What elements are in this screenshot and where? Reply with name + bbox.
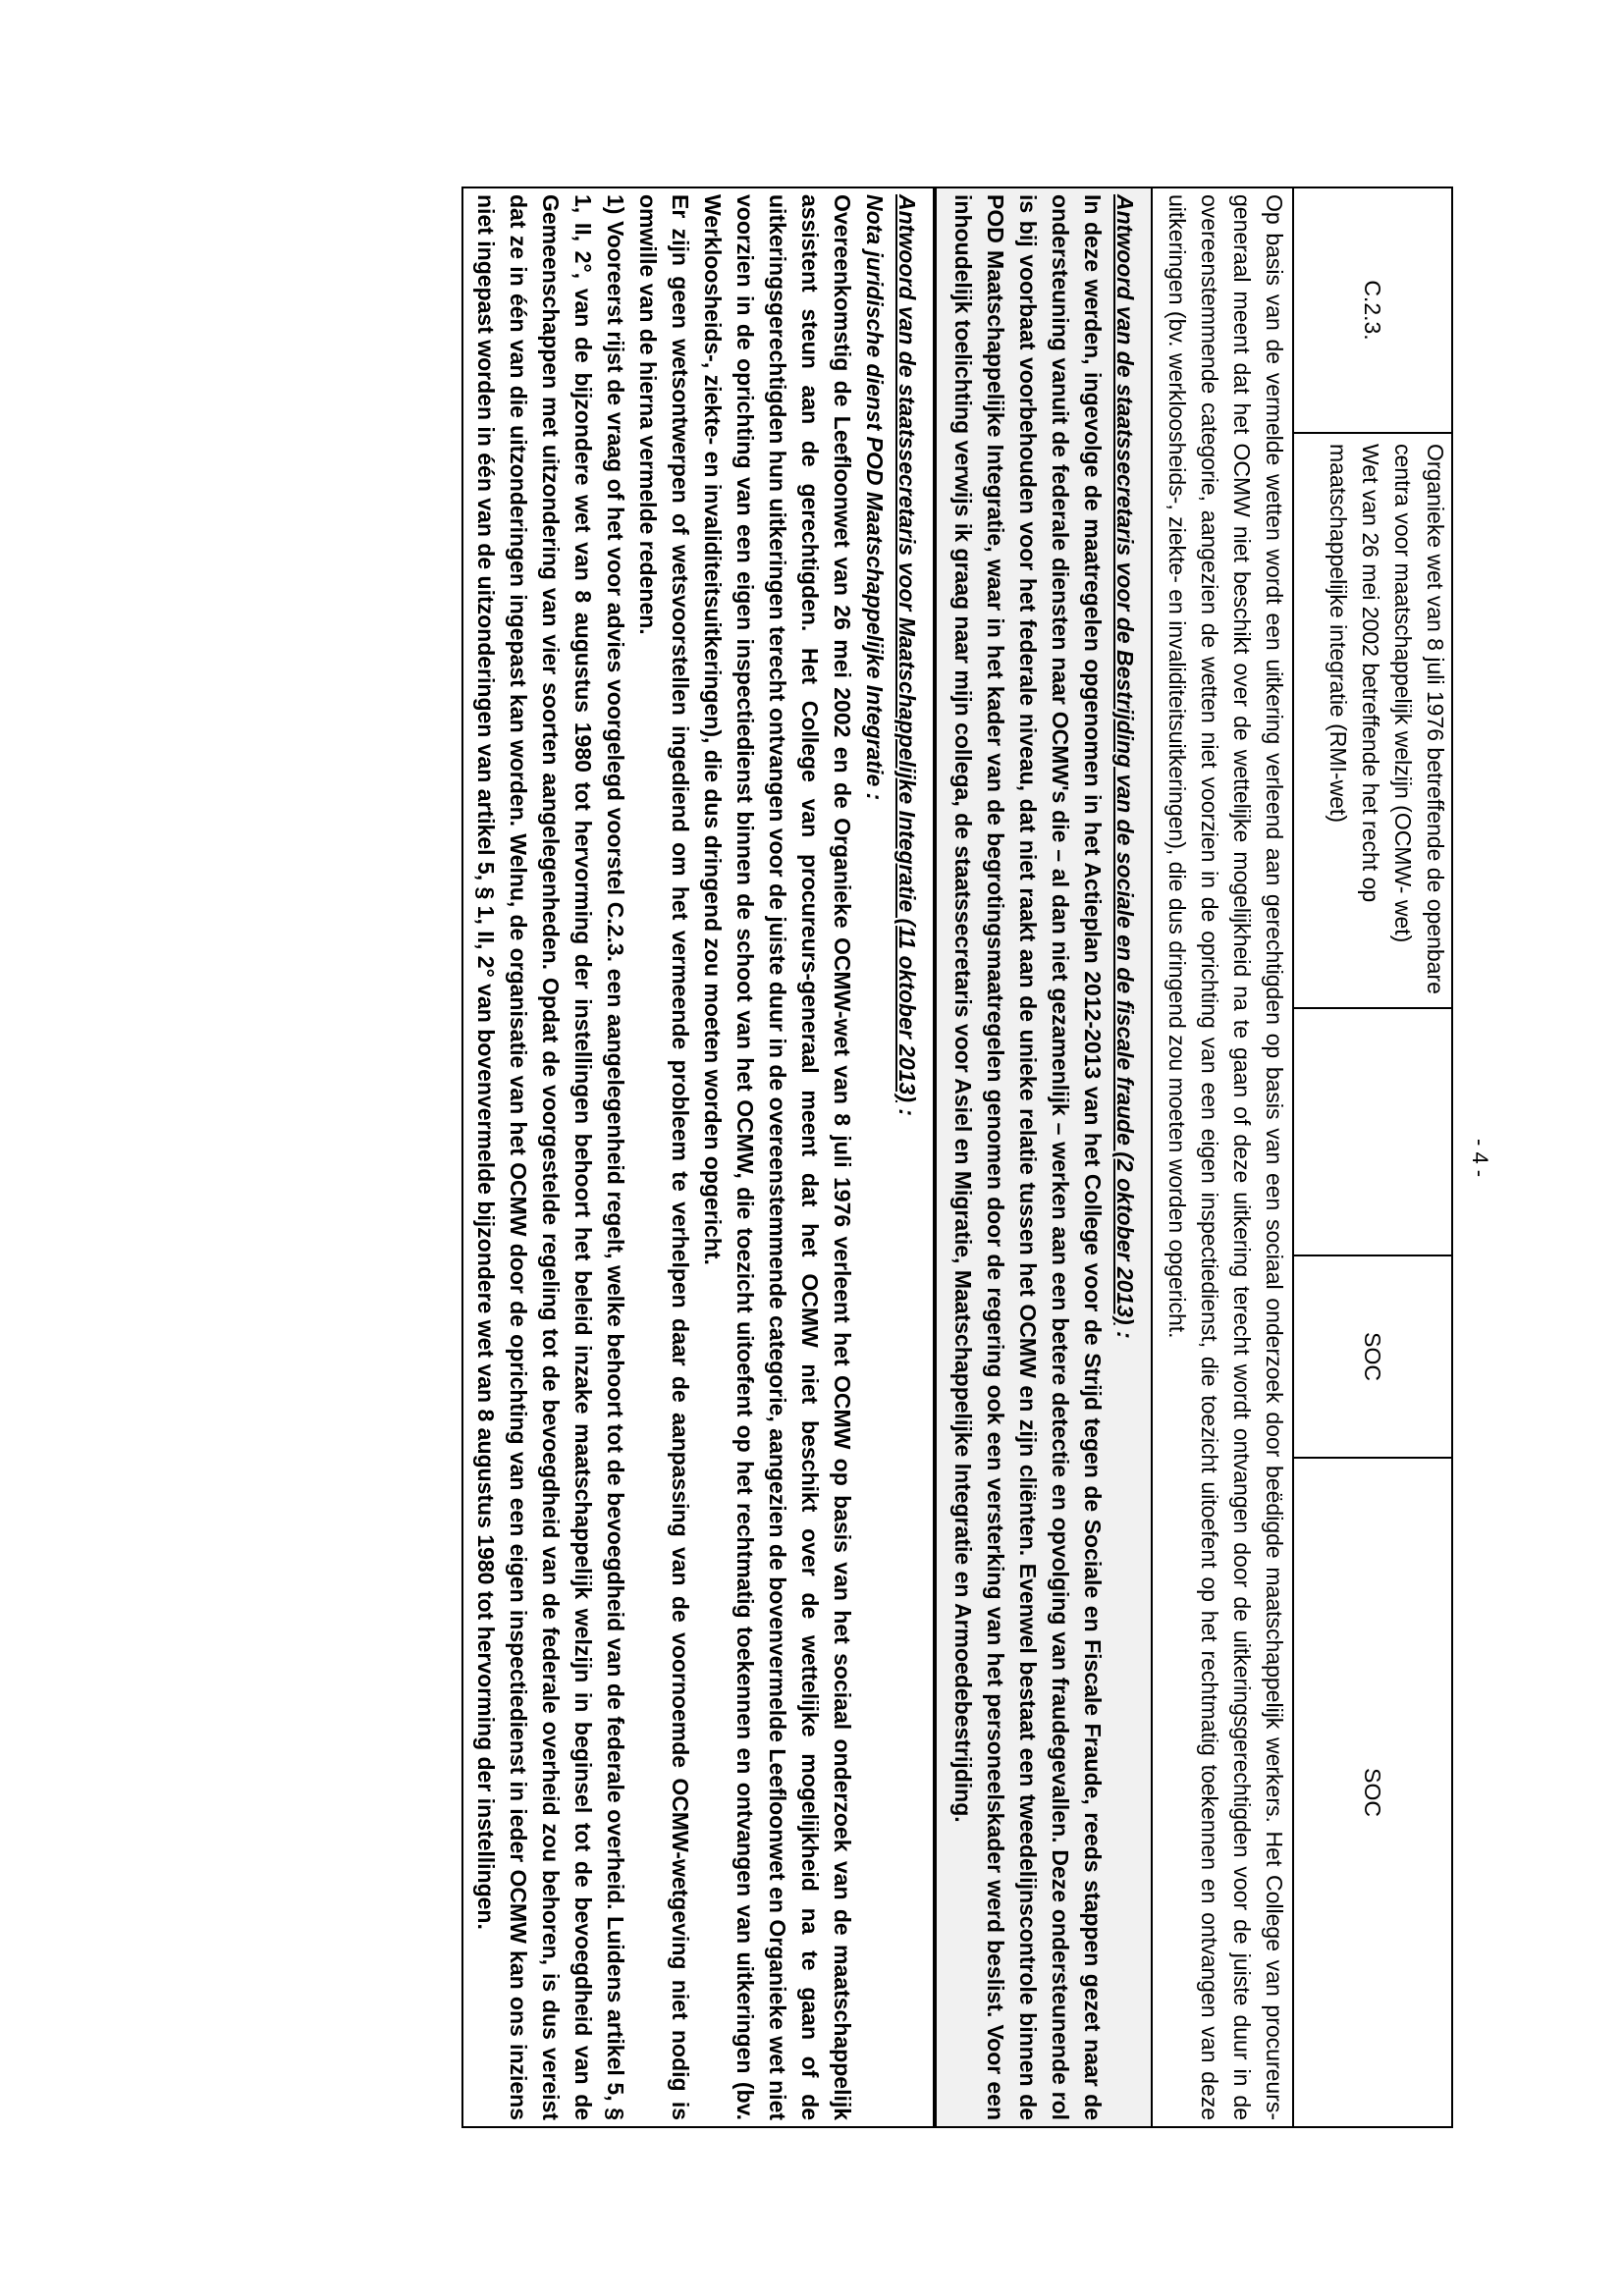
note-heading: Nota juridische dienst POD Maatschappelijke Integratie	[862, 194, 888, 787]
answer-body: In deze werden, ingevolge de maatregelen opgenomen in het Actieplan 2012-2013 van het College voor de Strijd tegen de Sociale en Fiscale Fraude, reeds stappen gezet naar de ondersteuning vanuit de federale diensten naar OCMW's die – al dan niet gezamenlijk – werken aan een betere detectie en opvolging van fraudegevallen. Deze ondersteunende rol is bij voorbaat voorbehouden voor het federale niveau, dat niet raakt aan de unieke relatie tussen het OCMW en zijn cliënten. Evenwel bestaat een tweedelijnscontrole binnen de POD Maatschappelijke Integratie, waar in het kader van de begrotingsmaatregelen genomen door de regering ook een versterking van het personeelskader werd beslist. Voor een inhoudelijk toelichting verwijs ik graag naar mijn collega, de staatssecretaris voor Asiel en Migratie, Maatschappelijke Integratie en Armoedebestrijding.	[950, 194, 1106, 2121]
audit-table	[461, 187, 1453, 2128]
page-number: - 4 -	[1468, 1139, 1492, 1178]
legal-basis-cell	[1293, 433, 1452, 1008]
legal-basis-line: Organieke wet van 8 juli 1976 betreffende de openbare centra voor maatschappelijk welzijn (OCMW- wet)	[1390, 444, 1448, 994]
rotated-page	[196, 187, 1453, 2126]
answer-heading: Antwoord van de staatssecretaris voor Maatschappelijke Integratie (11 oktober 2013)	[894, 194, 920, 1103]
recommendation-text: Op basis van de vermelde wetten wordt een uitkering verleend aan gerechtigden op basis van een sociaal onderzoek door beëdigde maatschappelijk werkers. Het College van procureurs-generaal meent dat het OCMW niet beschikt over de wettelijke mogelijkheid na te gaan of deze uitkering terecht wordt ontvangen door de uitkeringsgerechtigden voor de juiste duur in de overeenstemmende categorie, aangezien de wetten niet voorzien in de oprichting van een eigen inspectiedienst, die toezicht uitoefent op het rechtmatig toekennen en ontvangen van deze uitkeringen (bv. werkloosheids-, ziekte- en invaliditeitsuitkeringen), die dus dringend zou moeten worden opgericht.	[1152, 187, 1293, 2127]
answer-heading-suffix: :	[894, 1102, 920, 1117]
answer-paragraph: 1) Vooreerst rijst de vraag of het voor advies voorgelegd voorstel C.2.3. een aangelegenheid regelt, welke behoort tot de bevoegdheid van de federale overheid. Luidens artikel 5, § 1, II, 2°, van de bijzondere wet van 8 augustus 1980 tot hervorming der instellingen behoort het beleid inzake maatschappelijk welzijn in beginsel tot de bevoegdheid van de Gemeenschappen met uitzondering van vier soorten aangelegenheden. Opdat de voorgestelde regeling tot de bevoegdheid van de federale overheid zou behoren, is dus vereist dat ze in één van die uitzonderingen ingepast kan worden. Welnu, de organisatie van het OCMW door de oprichting van een eigen inspectiedienst in ieder OCMW kan ons inziens niet ingepast worden in één van de uitzonderingen van artikel 5, § 1, II, 2° van bovenvermelde bijzondere wet van 8 augustus 1980 tot hervorming der instellingen.	[473, 194, 628, 2121]
answer-block-2	[462, 187, 935, 2127]
answer-paragraph: Overeenkomstig de Leefloonwet van 26 mei 2002 en de Organieke OCMW-wet van 8 juli 1976 verleent het OCMW op basis van het sociaal onderzoek van de maatschappelijk assistent steun aan de gerechtigden. Het College van procureurs-generaal meent dat het OCMW niet beschikt over de wettelijke mogelijkheid na te gaan of de uitkeringsgerechtigden hun uitkeringen terecht ontvangen voor de juiste duur in de overeenstemmende categorie, aangezien de bovenvermelde Leefloonwet en Organieke wet niet voorzien in de oprichting van een eigen inspectiedienst binnen de schoot van het OCMW, die toezicht uitoefent op het rechtmatig toekennen en ontvangen van uitkeringen (bv. Werkloosheids-, ziekte- en invaliditeitsuitkeringen), die dus dringend zou moeten worden opgericht.	[700, 194, 855, 2121]
legal-basis-line: Wet van 26 mei 2002 betreffende het recht op maatschappelijke integratie (RMI-wet)	[1326, 444, 1383, 903]
answer-block-1	[935, 187, 1152, 2127]
answer-paragraph: Er zijn geen wetsontwerpen of wetsvoorstellen ingediend om het vermeende probleem te verhelpen daar de aanpassing van de voornoemde OCMW-wetgeving niet nodig is omwille van de hierna vermelde redenen.	[635, 194, 693, 2121]
note-heading-suffix: :	[862, 786, 888, 801]
answer-row	[935, 187, 1152, 2127]
competence-cell: SOC	[1293, 1255, 1452, 1458]
reference-row	[1293, 187, 1452, 2127]
recommendation-row	[1152, 187, 1293, 2127]
reference-cell: C.2.3.	[1293, 187, 1452, 433]
competence-cell: SOC	[1293, 1458, 1452, 2127]
empty-cell	[1293, 1008, 1452, 1255]
answer-row	[462, 187, 935, 2127]
answer-heading: Antwoord van de staatssecretaris voor de Bestrijding van de sociale en de fiscale fraude (2 oktober 2013)	[1112, 194, 1138, 1325]
answer-heading-suffix: :	[1112, 1324, 1138, 1339]
